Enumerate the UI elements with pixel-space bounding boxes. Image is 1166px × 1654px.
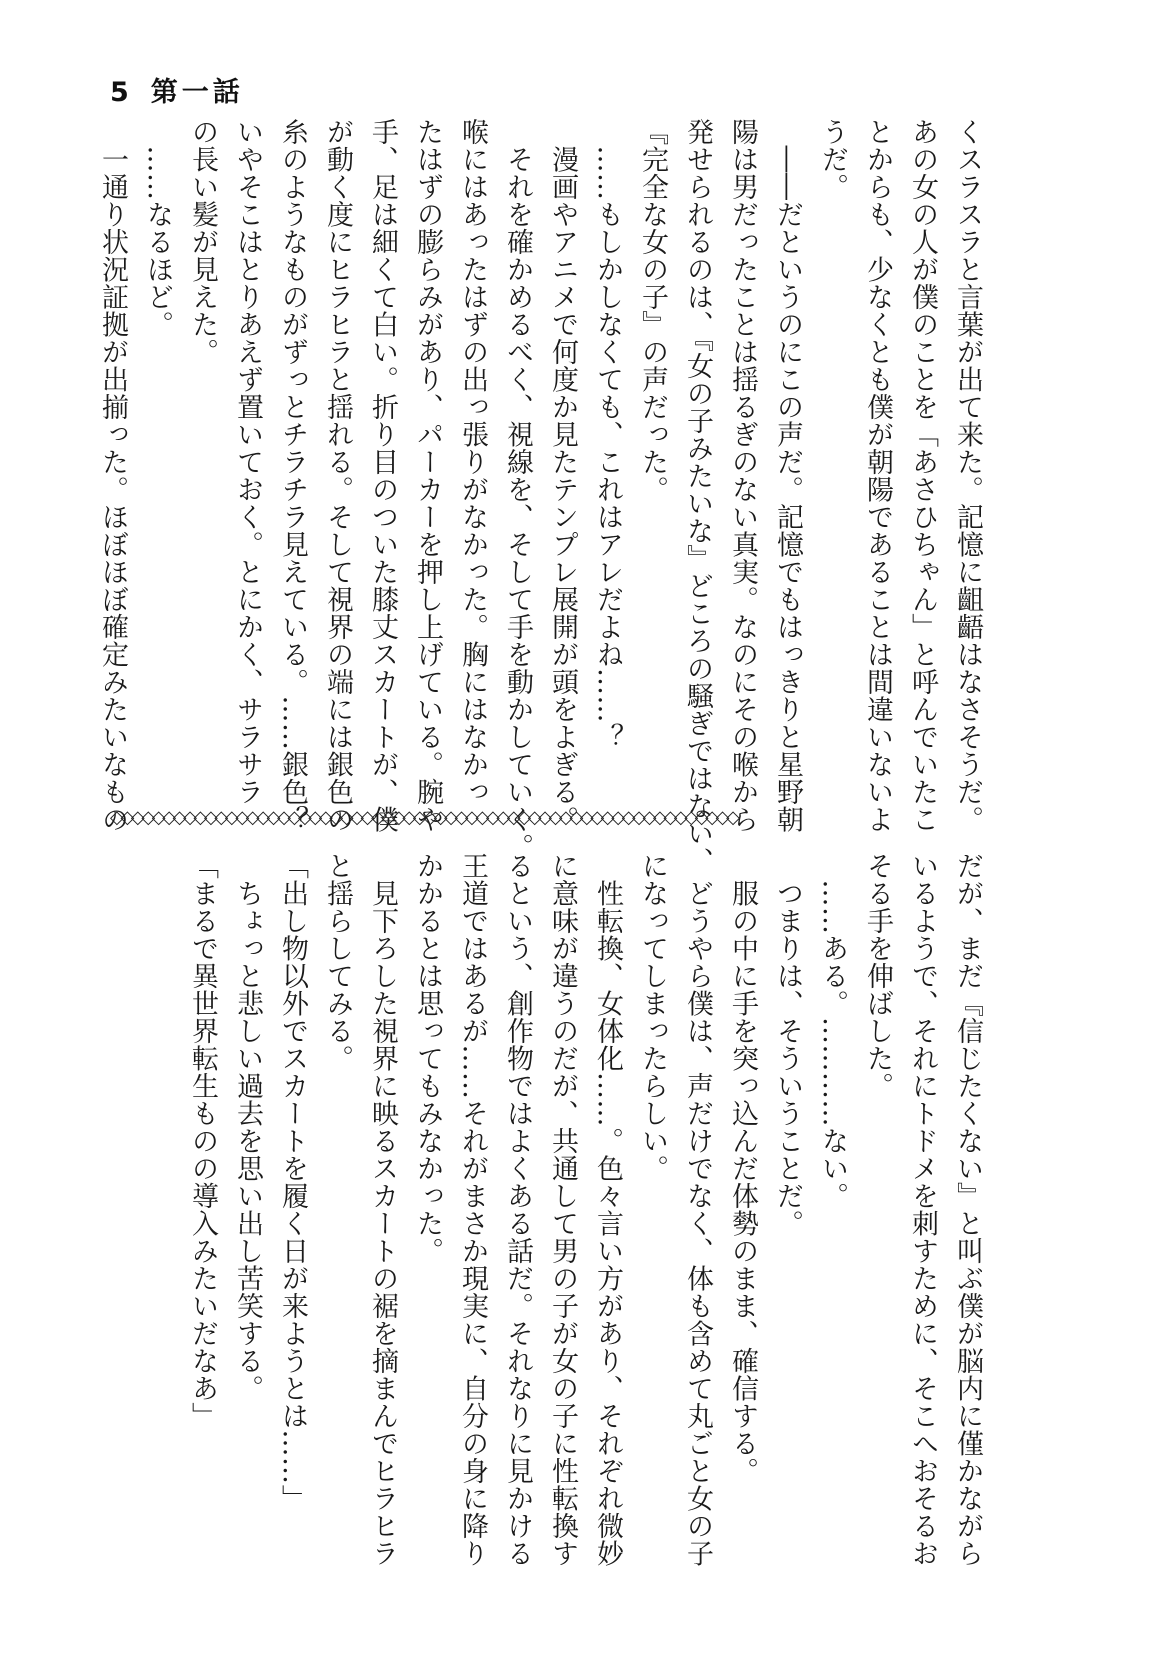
text-line: そる手を伸ばした。 <box>862 852 893 1100</box>
text-line: かかるとは思ってもみなかった。 <box>412 852 443 1265</box>
text-line: くスラスラと言葉が出て来た。記憶に齟齬はなさそうだ。 <box>952 118 983 833</box>
text-line: 性転換、女体化……。色々言い方があり、それぞれ微妙 <box>592 852 623 1567</box>
text-line: 『完全な女の子』の声だった。 <box>637 118 668 503</box>
text-line: 王道ではあるが……それがまさか現実に、自分の身に降り <box>457 852 488 1567</box>
text-line: たはずの膨らみがあり、パーカーを押し上げている。腕や <box>412 118 443 833</box>
text-line: つまりは、そういうことだ。 <box>772 852 803 1237</box>
text-line: うだ。 <box>817 118 848 201</box>
top-text-block <box>97 118 990 875</box>
chapter-title: 第一話 <box>150 77 244 108</box>
text-line: 一通り状況証拠が出揃った。ほぼほぼ確定みたいなもの <box>97 118 128 833</box>
text-line: になってしまったらしい。 <box>637 852 668 1182</box>
text-line: 服の中に手を突っ込んだ体勢のまま、確信する。 <box>727 852 758 1485</box>
text-line: 陽は男だったことは揺るぎのない真実。なのにその喉から <box>727 118 758 833</box>
text-line: るという、創作物ではよくある話だ。それなりに見かける <box>502 852 533 1567</box>
text-line: 手、足は細くて白い。折り目のついた膝丈スカートが、僕 <box>367 118 398 833</box>
text-line: の長い髪が見えた。 <box>187 118 218 366</box>
text-line: それを確かめるべく、視線を、そして手を動かしていく。 <box>502 118 533 861</box>
text-line: 「まるで異世界転生ものの導入みたいだなあ」 <box>187 852 218 1430</box>
text-line: いるようで、それにトドメを刺すために、そこへおそるお <box>907 852 938 1567</box>
text-line: ――だというのにこの声だ。記憶でもはっきりと星野朝 <box>772 118 803 833</box>
text-line: ……なるほど。 <box>142 118 173 338</box>
text-line: 糸のようなものがずっとチラチラ見えている。……銀色？ <box>277 118 308 833</box>
text-line: 喉にはあったはずの出っ張りがなかった。胸にはなかっ <box>457 118 488 806</box>
bottom-text-block <box>110 852 990 1567</box>
text-line: とからも、少なくとも僕が朝陽であることは間違いないよ <box>862 118 893 833</box>
page-header <box>110 70 244 109</box>
text-line: 発せられるのは、『女の子みたいな』どころの騒ぎではない、 <box>682 118 713 875</box>
text-line: いやそこはとりあえず置いておく。とにかく、サラサラ <box>232 118 263 806</box>
text-line: ……ある。…………ない。 <box>817 852 848 1210</box>
text-line: に意味が違うのだが、共通して男の子が女の子に性転換す <box>547 852 578 1567</box>
text-line: 見下ろした視界に映るスカートの裾を摘まんでヒラヒラ <box>367 852 398 1567</box>
text-line: あの女の人が僕のことを「あさひちゃん」と呼んでいたこ <box>907 118 938 833</box>
text-line: 「出し物以外でスカートを履く日が来ようとは……」 <box>277 852 308 1512</box>
text-line: ……もしかしなくても、これはアレだよね……？ <box>592 118 623 751</box>
text-line: が動く度にヒラヒラと揺れる。そして視界の端には銀色の <box>322 118 353 833</box>
text-line: ちょっと悲しい過去を思い出し苦笑する。 <box>232 852 263 1402</box>
page-number: 5 <box>110 77 133 108</box>
section-divider: ◇◇◇◇◇◇◇◇◇◇◇◇◇◇◇◇◇◇◇◇◇◇◇◇◇◇◇◇◇◇◇◇◇◇◇◇◇◇◇◇◇◇◇◇◇◇◇◇◇◇◇◇◇◇◇◇◇◇◇◇ <box>110 807 737 828</box>
text-line: だが、まだ『信じたくない』と叫ぶ僕が脳内に僅かながら <box>952 852 983 1567</box>
text-line: と揺らしてみる。 <box>322 852 353 1072</box>
text-line: 漫画やアニメで何度か見たテンプレ展開が頭をよぎる。 <box>547 118 578 833</box>
text-line: どうやら僕は、声だけでなく、体も含めて丸ごと女の子 <box>682 852 713 1567</box>
